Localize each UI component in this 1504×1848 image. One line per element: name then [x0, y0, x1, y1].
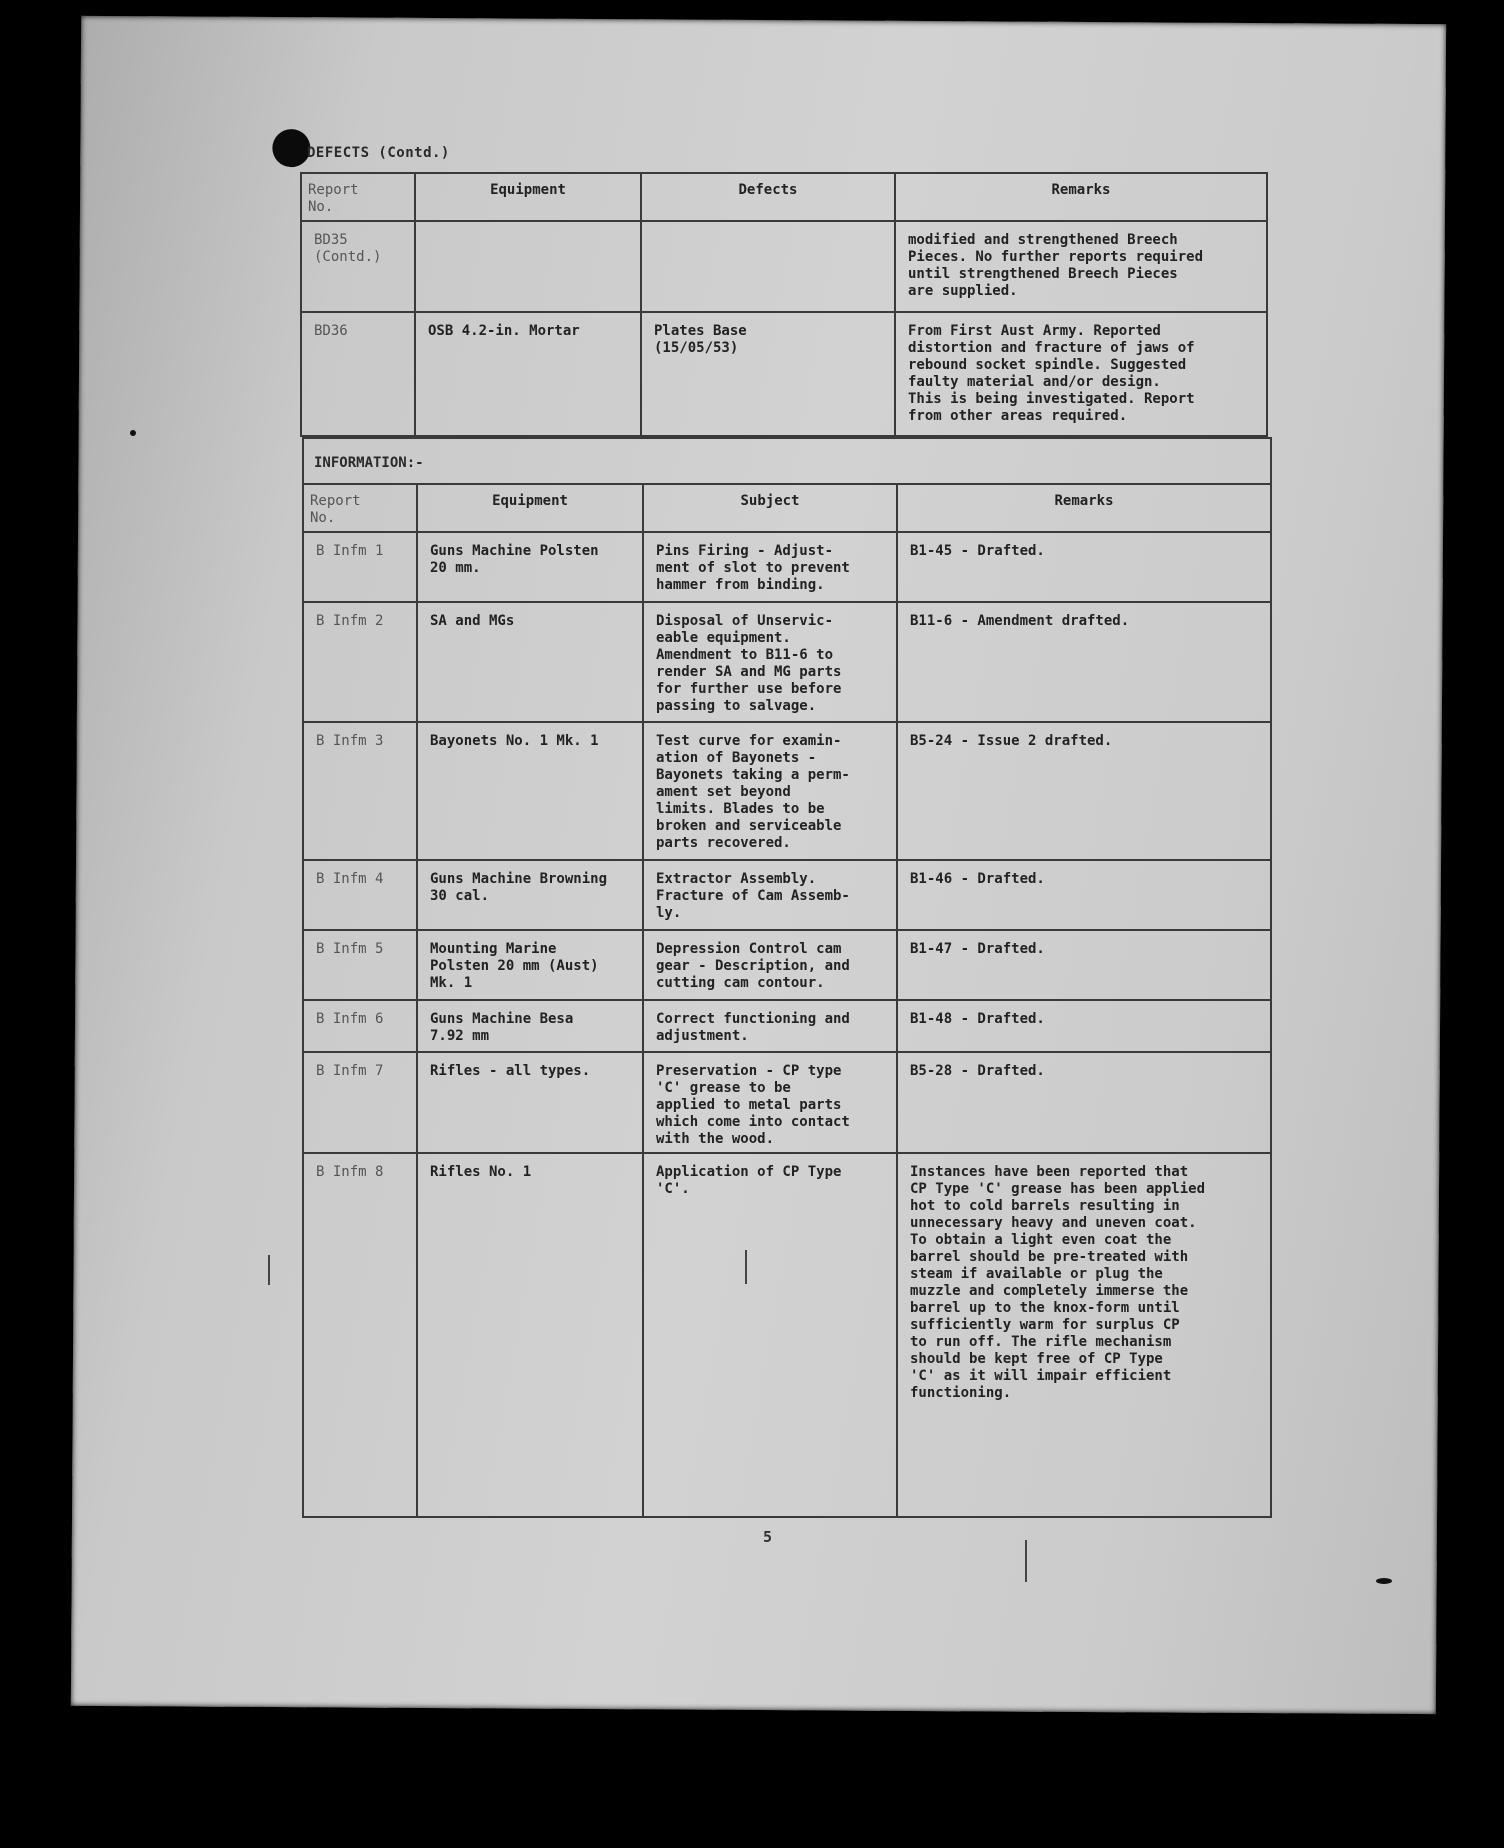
- header-report-no: Report No.: [301, 173, 415, 221]
- defects-header-row: [301, 173, 1267, 221]
- speck: [130, 430, 136, 436]
- equipment-cell: Mounting Marine Polsten 20 mm (Aust) Mk. 1: [417, 930, 643, 1000]
- information-table: [302, 437, 1272, 1518]
- report-no-cell: B Infm 3: [303, 722, 417, 860]
- defects-cell: [641, 221, 895, 312]
- speck: [1376, 1578, 1392, 1584]
- table-row: [303, 602, 1271, 722]
- equipment-cell: Guns Machine Polsten 20 mm.: [417, 532, 643, 602]
- remarks-cell: B1-46 - Drafted.: [897, 860, 1271, 930]
- pen-mark: [1025, 1540, 1027, 1582]
- subject-cell: Application of CP Type 'C'.: [643, 1153, 897, 1517]
- remarks-cell: Instances have been reported that CP Type 'C' grease has been applied hot to cold barrels resulting in unnecessary heavy and uneven coat. To obtain a light even coat the barrel should be pre-treated with steam if available or plug the muzzle and completely immerse the barrel up to the knox-form until sufficiently warm for surplus CP to run off. The rifle mechanism should be kept free of CP Type 'C' as it will impair efficient functioning.: [897, 1153, 1271, 1517]
- table-row: [301, 312, 1267, 436]
- equipment-cell: [415, 221, 641, 312]
- table-row: [303, 930, 1271, 1000]
- report-no-cell: B Infm 7: [303, 1052, 417, 1153]
- report-no-cell: BD36: [301, 312, 415, 436]
- defects-title: DEFECTS (Contd.): [307, 145, 450, 161]
- remarks-cell: B1-47 - Drafted.: [897, 930, 1271, 1000]
- information-title: INFORMATION:-: [303, 438, 1271, 484]
- remarks-cell: From First Aust Army. Reported distortion and fracture of jaws of rebound socket spindle. Suggested faulty material and/or design. This is being investigated. Report from other areas required.: [895, 312, 1267, 436]
- equipment-cell: Guns Machine Browning 30 cal.: [417, 860, 643, 930]
- header-equipment: Equipment: [417, 484, 643, 532]
- remarks-cell: B5-28 - Drafted.: [897, 1052, 1271, 1153]
- subject-cell: Pins Firing - Adjust- ment of slot to prevent hammer from binding.: [643, 532, 897, 602]
- table-row: [303, 532, 1271, 602]
- information-header-row: [303, 484, 1271, 532]
- subject-cell: Extractor Assembly. Fracture of Cam Assemb- ly.: [643, 860, 897, 930]
- subject-cell: Correct functioning and adjustment.: [643, 1000, 897, 1052]
- equipment-cell: Guns Machine Besa 7.92 mm: [417, 1000, 643, 1052]
- equipment-cell: Bayonets No. 1 Mk. 1: [417, 722, 643, 860]
- defects-table: [300, 172, 1268, 437]
- equipment-cell: OSB 4.2-in. Mortar: [415, 312, 641, 436]
- report-no-cell: B Infm 8: [303, 1153, 417, 1517]
- subject-cell: Depression Control cam gear - Description, and cutting cam contour.: [643, 930, 897, 1000]
- report-no-cell: B Infm 6: [303, 1000, 417, 1052]
- table-row: [303, 860, 1271, 930]
- subject-cell: Preservation - CP type 'C' grease to be applied to metal parts which come into contact with the wood.: [643, 1052, 897, 1153]
- equipment-cell: Rifles - all types.: [417, 1052, 643, 1153]
- header-subject: Subject: [643, 484, 897, 532]
- table-row: [303, 722, 1271, 860]
- table-row: [303, 1052, 1271, 1153]
- remarks-cell: B11-6 - Amendment drafted.: [897, 602, 1271, 722]
- equipment-cell: SA and MGs: [417, 602, 643, 722]
- subject-cell: Test curve for examin- ation of Bayonets - Bayonets taking a perm- ament set beyond limits. Blades to be broken and serviceable parts recovered.: [643, 722, 897, 860]
- remarks-cell: B1-45 - Drafted.: [897, 532, 1271, 602]
- header-remarks: Remarks: [895, 173, 1267, 221]
- remarks-cell: B5-24 - Issue 2 drafted.: [897, 722, 1271, 860]
- subject-cell: Disposal of Unservic- eable equipment. Amendment to B11-6 to render SA and MG parts for further use before passing to salvage.: [643, 602, 897, 722]
- report-no-cell: B Infm 1: [303, 532, 417, 602]
- equipment-cell: Rifles No. 1: [417, 1153, 643, 1517]
- remarks-cell: modified and strengthened Breech Pieces. No further reports required until strengthened Breech Pieces are supplied.: [895, 221, 1267, 312]
- table-row: [303, 1153, 1271, 1517]
- page-number: 5: [763, 1528, 773, 1546]
- pen-mark: [268, 1255, 270, 1285]
- header-equipment: Equipment: [415, 173, 641, 221]
- remarks-cell: B1-48 - Drafted.: [897, 1000, 1271, 1052]
- report-no-cell: B Infm 4: [303, 860, 417, 930]
- punch-hole: [272, 129, 310, 167]
- information-title-row: [303, 438, 1271, 484]
- header-report-no: Report No.: [303, 484, 417, 532]
- report-no-cell: BD35 (Contd.): [301, 221, 415, 312]
- defects-cell: Plates Base (15/05/53): [641, 312, 895, 436]
- report-no-cell: B Infm 2: [303, 602, 417, 722]
- table-row: [301, 221, 1267, 312]
- header-remarks: Remarks: [897, 484, 1271, 532]
- table-row: [303, 1000, 1271, 1052]
- report-no-cell: B Infm 5: [303, 930, 417, 1000]
- header-defects: Defects: [641, 173, 895, 221]
